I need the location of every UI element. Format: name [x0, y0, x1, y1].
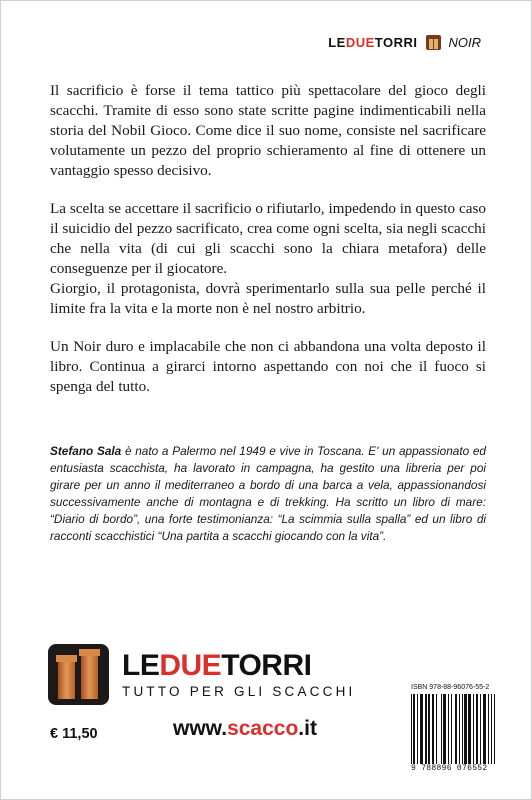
rooks-icon [48, 644, 109, 705]
isbn-label: ISBN 978-88-96076-55-2 [411, 684, 490, 691]
author-bio-text: è nato a Palermo nel 1949 e vive in Toscana. E' un appassionato ed entusiasta scacchista, ha lavorato in campagna, ha gestito una libreria per poi girare per un anno il mediterraneo a bordo di una barca a vela, appassionandosi successivamente anche di montagna e di trekking. Ha scritto un libro di mare: “Diario di bordo”, una forte testimonianza: “La scimmia sulla spalla” ed un libro di racconti scacchistici “Una partita a scacchi giocando con la vita”. [50, 444, 486, 543]
barcode-number: 9 788896 076552 [411, 764, 488, 773]
author-bio [50, 443, 486, 545]
barcode-bars [411, 694, 495, 764]
blurb-paragraph: La scelta se accettare il sacrificio o rifiutarlo, impedendo in questo caso il suicidio del pezzo sacrificato, crea come ogni scelta, sia negli scacchi che nella vita (di cui gli scacchi sono la chiara metafora) delle conseguenze per il giocatore. [50, 200, 486, 277]
publisher-tagline: TUTTO PER GLI SCACCHI [122, 684, 356, 699]
blurb-paragraph: Il sacrificio è forse il tema tattico più spettacolare del gioco degli scacchi. Tramite di esso sono state scritte pagine indimenticabili nella storia del Nobil Gioco. Come dice il suo nome, consiste nel sacrificare volutamente un pezzo del proprio schieramento al fine di ottenere un vantaggio spesso decisivo. [50, 82, 486, 179]
header [328, 35, 481, 50]
barcode [411, 683, 495, 773]
rook-shape [58, 661, 75, 699]
rook-shape [81, 655, 98, 699]
publisher-wordmark: LEDUETORRI [122, 649, 312, 682]
rooks-icon [426, 35, 441, 50]
series-label: NOIR [448, 35, 481, 50]
blurb-paragraph: Un Noir duro e implacabile che non ci abbandona una volta deposto il libro. Continua a girarci intorno aspettando con noi che il fuoco si spenga del tutto. [50, 338, 486, 395]
website-url: www.scacco.it [173, 717, 317, 740]
price: € 11,50 [50, 726, 98, 742]
blurb-paragraph: Giorgio, il protagonista, dovrà sperimentarlo sulla sua pelle perché il limite fra la vita e la morte non è nel nostro arbitrio. [50, 280, 486, 317]
publisher-wordmark-small: LEDUETORRI [328, 35, 418, 50]
book-blurb [50, 81, 486, 415]
author-name: Stefano Sala [50, 444, 122, 458]
